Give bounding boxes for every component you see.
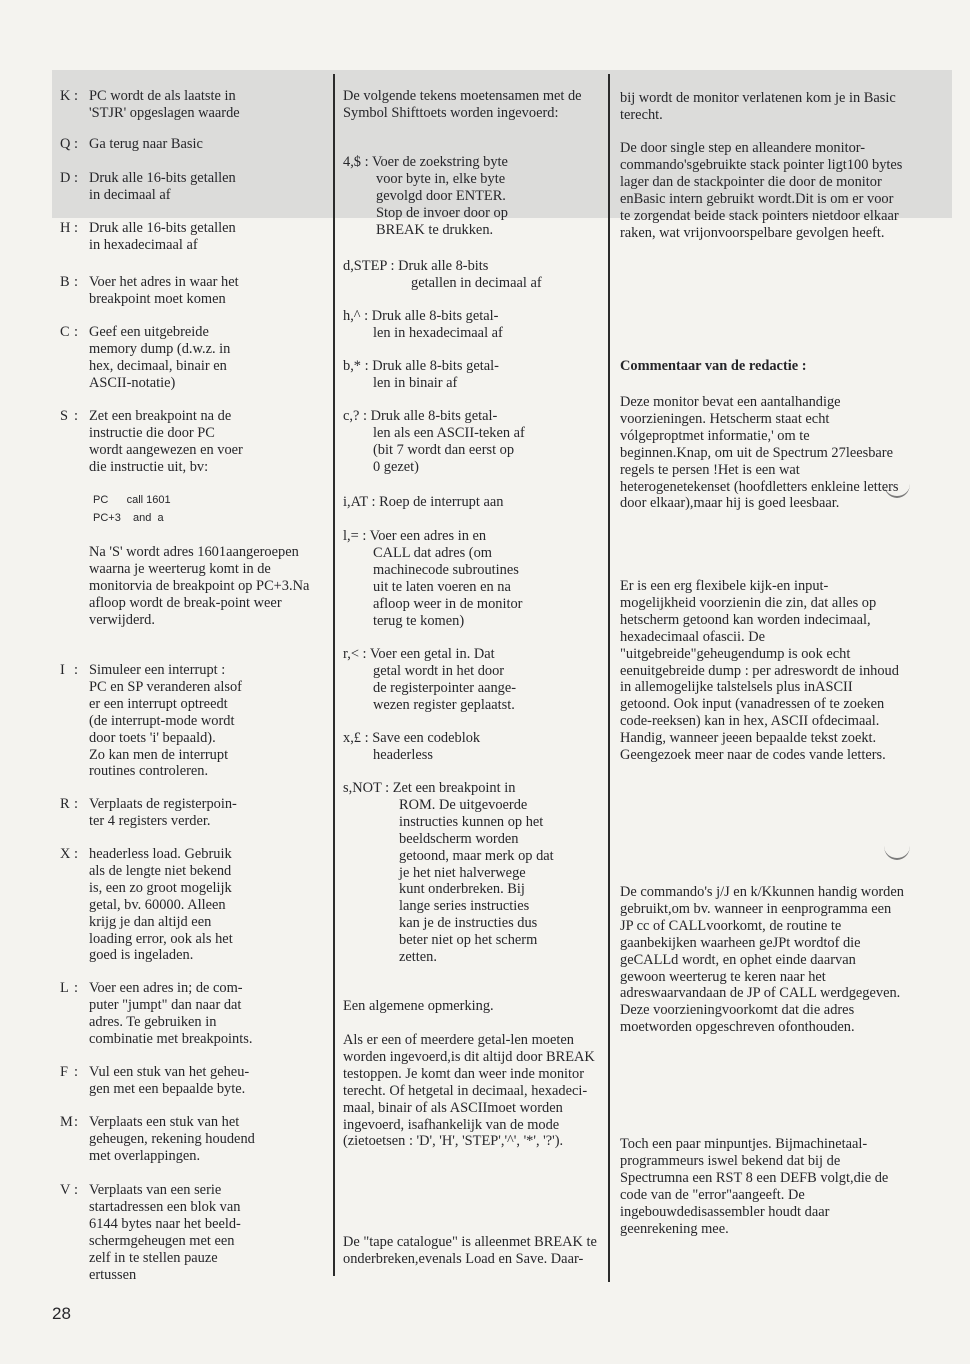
editorial-paragraph-2-line: scherm getoond kan worden in [637, 611, 816, 628]
stack-pointer-paragraph-line: De door single step en alle [620, 140, 774, 156]
key-separator: : [74, 274, 78, 290]
command-description-line: Verplaats van een serie [89, 1182, 222, 1198]
symbol-command-description: Voer een getal in. Dat [369, 646, 495, 662]
command-description-line: Vul een stuk van het geheu- [89, 1064, 250, 1080]
symbol-command-entry [343, 358, 605, 392]
key-separator: : [74, 136, 78, 152]
command-entry [60, 324, 328, 392]
command-description-line: door toets 'i' bepaald). [89, 729, 216, 746]
editorial-paragraph-2-line: wordt de inhoud in alle [620, 662, 899, 696]
symbol-command-first-line: 4,$ : Voer de zoekstring byte [343, 154, 508, 170]
command-key: X [60, 846, 71, 862]
binder-hole-bottom [884, 832, 910, 860]
symbol-shift-intro [343, 88, 605, 122]
editorial-paragraph-4-line: rekening mee. [647, 1220, 729, 1237]
editorial-paragraph-3-line: onthouden. [790, 1019, 855, 1036]
editorial-paragraph-2 [620, 578, 904, 764]
editorial-paragraph-4-line: die de code van de "error" [620, 1169, 889, 1203]
symbol-command-description-line: getal wordt in het door [373, 662, 505, 679]
editorial-paragraph-2-line: mogelijke talstelsels plus in [655, 679, 816, 696]
symbol-command-first-line: x,£ : Save een codeblok [343, 730, 481, 746]
tape-catalogue-paragraph-line: met BREAK te onderbreken, [343, 1234, 597, 1267]
symbol-command-first-line: i,AT : Roep de interrupt aan [343, 494, 504, 510]
break-paragraph-line: stoppen. Je komt dan weer in [353, 1065, 522, 1082]
editorial-paragraph-1-line: leesbare regels te persen ! [620, 444, 893, 478]
symbol-command-first-line: b,* : Druk alle 8-bits getal- [343, 358, 499, 374]
command-description-line: Geef een uitgebreide [89, 324, 209, 340]
symbol-command-description-line: len als een ASCII-teken af [373, 424, 525, 441]
symbol-command-description-line: kunt onderbreken. Bij [399, 881, 525, 898]
symbol-command-description: Roep de interrupt aan [379, 494, 504, 510]
symbol-command-description-line: uit te laten voeren en na [373, 578, 511, 595]
symbol-command-description-line: beeldscherm worden [399, 830, 519, 847]
editorial-paragraph-4-line: machinetaal-programmeurs is [620, 1136, 868, 1169]
symbol-command-description-line: lange series instructies [399, 898, 530, 915]
editorial-paragraph-3 [620, 884, 904, 1036]
break-paragraph-line: is dit altijd door BREAK te [343, 1048, 595, 1082]
break-paragraph-line: len moeten worden ingevoerd, [343, 1032, 574, 1065]
stack-pointer-paragraph-line: 100 bytes lager dan de stack [620, 156, 903, 190]
command-description-line: PC wordt de als laatste in [89, 88, 236, 104]
symbol-command-description-line: je het niet halverwege [399, 864, 526, 881]
command-description-line: Voer het adres in waar het [89, 274, 239, 290]
symbol-command-key: d,STEP [343, 258, 387, 274]
editorial-paragraph-3-line: om bv. wanneer in een [671, 900, 802, 917]
command-key: Q [60, 136, 71, 152]
command-entry [60, 170, 328, 204]
symbol-command-description-line: len in binair af [373, 374, 458, 391]
symbol-command-description-line: machinecode subroutines [373, 561, 519, 578]
command-description-line: routines controleren. [89, 763, 209, 780]
command-description-line: headerless load. Gebruik [89, 846, 232, 862]
stack-pointer-paragraph-line: andere monitor-commando's [620, 140, 866, 173]
code-example-line: PC+3 and a [93, 512, 164, 524]
command-description-line: ter 4 registers verder. [89, 812, 211, 829]
editorial-paragraph-2-line: Er is een erg flexibele kijk- [620, 578, 777, 594]
editorial-paragraph-4-line: Toch een paar minpuntjes. Bij [620, 1136, 793, 1152]
editorial-paragraph-1-line: kleine letters door elkaar), [620, 478, 899, 512]
command-key: L [60, 980, 69, 996]
stack-pointer-paragraph [620, 140, 904, 241]
command-description-line: 'STJR' opgeslagen waarde [89, 104, 240, 121]
symbol-command-entry [343, 308, 605, 342]
symbol-shift-intro-line: toets worden ingevoerd: [419, 104, 559, 121]
command-description-line: Zet een breakpoint na de [89, 408, 232, 424]
symbol-command-entry [343, 730, 605, 764]
editorial-paragraph-3-line: gegeven. Deze voorziening [620, 985, 901, 1019]
command-entry [60, 274, 328, 308]
s-command-note-line: via de breakpoint op PC+3. [134, 577, 293, 594]
editorial-paragraph-4-line: disassembler houdt daar geen [620, 1203, 830, 1237]
symbol-command-description: Voer een adres in en [369, 528, 487, 544]
editorial-paragraph-2-line: uitgebreide dump : per adres [639, 662, 805, 679]
command-description-line: goed is ingeladen. [89, 947, 194, 964]
symbol-command-description-line: Stop de invoer door op [376, 204, 508, 221]
command-key: I [60, 662, 65, 678]
editorial-paragraph-1-line: handige voorzieningen. Het [620, 394, 841, 427]
command-key: F [60, 1064, 69, 1080]
symbol-command-description: Druk alle 8-bits getal- [370, 408, 498, 424]
editorial-paragraph-2-line: in die zin, dat alles op het [620, 594, 877, 628]
command-description-line: hex, decimaal, binair en [89, 357, 227, 374]
command-entry [60, 1182, 328, 1283]
editorial-paragraph-1-line: Het is een wat heterogene [620, 461, 800, 495]
key-separator: : [74, 796, 78, 812]
editorial-paragraph-2-line: gezoek meer naar de codes van [650, 747, 830, 764]
stack-pointer-paragraph-line: dat beide stack pointers niet [672, 207, 834, 224]
symbol-command-entry [343, 494, 605, 511]
editorial-paragraph-2-line: decimaal. Handig, wanneer je [620, 713, 880, 747]
symbol-command-entry [343, 258, 605, 292]
command-description-line: Ga terug naar Basic [89, 136, 203, 152]
command-key: C [60, 324, 70, 340]
editorial-paragraph-2-line: adressen of te zoeken code- [620, 696, 885, 730]
symbol-command-description-line: getoond, maar merk op dat [399, 847, 554, 864]
symbol-command-description-line: kan je de instructies dus [399, 915, 538, 932]
symbol-command-description: Druk alle 8-bits [398, 258, 489, 274]
command-description-line: adres. Te gebruiken in [89, 1013, 217, 1030]
symbol-command-first-line: r,< : Voer een getal in. Dat [343, 646, 495, 662]
symbol-command-description: Druk alle 8-bits getal- [371, 308, 499, 324]
command-description-line: wordt aangewezen en voer [89, 441, 243, 458]
symbol-command-description-line: gevolgd door ENTER. [376, 187, 506, 204]
symbol-command-entry [343, 408, 605, 476]
command-entry [60, 1114, 328, 1165]
command-description-line: startadressen een blok van [89, 1198, 241, 1215]
editorial-paragraph-2-line: reeksen) kan in hex, ASCII of [651, 713, 824, 730]
command-description-line: Zo kan men de interrupt [89, 746, 229, 763]
symbol-command-description-line: instructies kunnen op het [399, 813, 544, 830]
editorial-paragraph-3-line: De commando's j/J en k/K [620, 884, 773, 900]
command-key: M [60, 1114, 73, 1130]
command-entry [60, 88, 328, 122]
editorial-paragraph-2-line: een bepaalde tekst zoekt. Geen [620, 730, 877, 764]
command-description-line: ertussen [89, 1266, 137, 1283]
column-divider-right [608, 74, 610, 1282]
editorial-paragraph-4-line: wel bekend dat bij de Spectrum [620, 1152, 841, 1186]
command-entry [60, 136, 328, 153]
command-key: H [60, 220, 71, 236]
monitor-exit-paragraph-line: bij wordt de monitor verlaten [620, 90, 789, 106]
code-example-line: PC call 1601 [93, 494, 171, 506]
symbol-command-description-line: wezen register geplaatst. [373, 696, 515, 713]
symbol-command-description: Druk alle 8-bits getal- [372, 358, 499, 374]
command-description-line: krijg je dan altijd een [89, 913, 212, 930]
command-description-line: Simuleer een interrupt : [89, 662, 226, 678]
command-description-line: met overlappingen. [89, 1147, 201, 1164]
symbol-command-description-line: CALL dat adres (om [373, 544, 492, 561]
command-description-line: memory dump (d.w.z. in [89, 340, 231, 357]
editorial-paragraph-1 [620, 394, 904, 512]
tape-catalogue-paragraph-line: De "tape catalogue" is alleen [343, 1234, 509, 1250]
symbol-command-key: l,= [343, 528, 359, 544]
symbol-command-key: c,? [343, 408, 360, 424]
command-description-line: Voer een adres in; de com- [89, 980, 243, 996]
s-command-note-line: terug komt in de monitor [89, 560, 271, 594]
key-separator: : [74, 846, 78, 862]
s-command-note [89, 544, 328, 629]
editorial-paragraph-2-line: en input-mogelijkheid voorzien [620, 578, 829, 611]
command-description-line: combinatie met breakpoints. [89, 1030, 253, 1047]
symbol-command-first-line: h,^ : Druk alle 8-bits getal- [343, 308, 499, 324]
command-entry [60, 980, 328, 1048]
command-entry [60, 220, 328, 254]
symbol-command-description-line: de registerpointer aange- [373, 679, 517, 696]
command-description-line: die instructie uit, bv: [89, 458, 209, 475]
command-description-line: loading error, ook als het [89, 930, 233, 947]
stack-pointer-paragraph-line: Basic intern gebruikt wordt. [633, 190, 796, 207]
column-divider-left [333, 74, 335, 1276]
command-key: B [60, 274, 70, 290]
tape-catalogue-paragraph [343, 1234, 605, 1268]
editorial-paragraph-1-line: Deze monitor bevat een aantal [620, 394, 795, 410]
command-description-line: PC en SP veranderen alsof [89, 678, 242, 695]
key-separator: : [74, 980, 78, 996]
key-separator: : [74, 324, 78, 340]
command-description-line: schermgeheugen met een [89, 1232, 235, 1249]
editorial-paragraph-2-line: ascii. De "uitgebreide" [620, 628, 766, 662]
command-description-line: (de interrupt-mode wordt [89, 712, 235, 729]
command-key: K [60, 88, 71, 104]
symbol-command-first-line: c,? : Druk alle 8-bits getal- [343, 408, 498, 424]
break-paragraph [343, 1032, 605, 1150]
symbol-command-description-line: terug te komen) [373, 612, 465, 629]
symbol-command-description-line: headerless [373, 746, 433, 763]
s-command-note-line: aangeroepen waarna je weer [89, 544, 299, 577]
tape-catalogue-paragraph-line: evenals Load en Save. Daar- [418, 1250, 584, 1267]
symbol-command-key: r,< [343, 646, 359, 662]
symbol-command-description-line: ROM. De uitgevoerde [399, 796, 528, 813]
command-key: R [60, 796, 70, 812]
symbol-command-key: b,* [343, 358, 361, 374]
editorial-paragraph-3-line: programma een JP cc of CALL [620, 900, 892, 934]
editorial-paragraph-2-line: de letters. [829, 747, 886, 764]
editorial-paragraph-2-line: decimaal, hexadecimaal of [620, 611, 871, 645]
editorial-heading: Commentaar van de redactie : [620, 358, 807, 374]
key-separator: : [74, 88, 78, 104]
symbol-command-entry [343, 646, 605, 714]
command-description-line: breakpoint moet komen [89, 290, 226, 307]
symbol-command-description-line: beter niet op het scherm [399, 932, 538, 949]
editorial-paragraph-4 [620, 1136, 904, 1237]
symbol-shift-intro-line: De volgende tekens moeten [343, 88, 503, 104]
command-description-line: in decimaal af [89, 186, 171, 203]
key-separator: : [74, 1064, 78, 1080]
command-entry [60, 796, 328, 830]
stack-pointer-paragraph-line: gebruikte stack pointer ligt [692, 156, 847, 173]
editorial-paragraph-1-line: maar hij is goed leesbaar. [693, 495, 840, 512]
symbol-command-entry [343, 154, 605, 239]
editorial-paragraph-3-line: voorkomt dat die adres moet [620, 1002, 855, 1036]
symbol-command-description-line: (bit 7 wordt dan eerst op [373, 441, 515, 458]
command-key: V [60, 1182, 71, 1198]
break-paragraph-line: de monitor terecht. Of het [343, 1065, 584, 1099]
command-entry [60, 408, 328, 476]
key-separator: : [74, 1114, 78, 1130]
command-entry [60, 1064, 328, 1098]
command-description-line: getal, bv. 60000. Alleen [89, 896, 226, 913]
symbol-command-entry [343, 780, 605, 966]
command-description-line: Verplaats de registerpoin- [89, 796, 237, 812]
command-description-line: er een interrupt optreedt [89, 695, 228, 712]
key-separator: : [74, 1182, 78, 1198]
symbol-shift-intro-line: samen met de Symbol Shift [343, 88, 582, 121]
symbol-command-first-line: s,NOT : Zet een breakpoint in [343, 780, 516, 796]
symbol-command-first-line: d,STEP : Druk alle 8-bits [343, 258, 489, 274]
editorial-paragraph-2-line: geheugendump is ook echt een [620, 645, 851, 679]
stack-pointer-paragraph-line: onvoorspelbare gevolgen heeft. [703, 224, 885, 241]
general-remark-line: Een algemene opmerking. [343, 998, 494, 1014]
s-command-note-line: Na afloop wordt de break- [89, 577, 310, 611]
break-paragraph-line: moet worden ingevoerd, is [343, 1099, 563, 1133]
editorial-paragraph-3-line: bekijken waarheen geJPt wordt [647, 934, 828, 951]
command-entry [60, 846, 328, 964]
editorial-paragraph-1-line: scherm staat echt vólgepropt [620, 410, 830, 444]
monitor-exit-paragraph-line: en kom je in Basic terecht. [620, 90, 896, 123]
symbol-command-first-line: l,= : Voer een adres in en [343, 528, 487, 544]
command-description-line: zelf in te stellen pauze [89, 1249, 218, 1266]
symbol-command-description: Zet een breakpoint in [392, 780, 516, 796]
symbol-command-key: s,NOT [343, 780, 382, 796]
stack-pointer-paragraph-line: Dit is om er voor te zorgen [620, 190, 894, 224]
key-separator: : [74, 408, 78, 424]
break-paragraph-line: maal, binair of als ASCII [343, 1099, 488, 1116]
command-description-line: 6144 bytes naar het beeld- [89, 1215, 241, 1232]
command-description-line: Verplaats een stuk van het [89, 1114, 240, 1130]
editorial-paragraph-3-line: terug te keren naar het adres [620, 968, 826, 1002]
symbol-command-description-line: BREAK te drukken. [376, 221, 494, 238]
editorial-paragraph-1-line: Knap, om uit de Spectrum 27 [676, 444, 846, 461]
key-separator: : [74, 662, 78, 678]
s-command-note-line: point weer verwijderd. [89, 594, 282, 628]
editorial-paragraph-1-line: met informatie,' om te beginnen. [620, 427, 810, 461]
page-number: 28 [52, 1304, 71, 1323]
break-paragraph-line: afhankelijk van de mode (zie [343, 1116, 560, 1150]
symbol-command-description-line: voor byte in, elke byte [376, 170, 506, 187]
command-description-line: puter "jumpt" dan naar dat [89, 996, 242, 1013]
symbol-command-description-line: afloop weer in de monitor [373, 595, 523, 612]
symbol-command-key: x,£ [343, 730, 361, 746]
editorial-paragraph-3-line: voorkomt, de routine te gaan [620, 917, 842, 951]
s-command-note-line: Na 'S' wordt adres 1601 [89, 544, 227, 560]
stack-pointer-paragraph-line: door elkaar raken, wat vrij [620, 207, 899, 241]
command-description-line: gen met een bepaalde byte. [89, 1080, 246, 1097]
symbol-command-description-line: getallen in decimaal af [411, 274, 542, 291]
command-key: S [60, 408, 69, 424]
symbol-command-description: Voer de zoekstring byte [371, 154, 508, 170]
command-description-line: geheugen, rekening houdend [89, 1130, 255, 1147]
command-description-line: Druk alle 16-bits getallen [89, 220, 236, 236]
general-remark [343, 998, 605, 1015]
command-description-line: Druk alle 16-bits getallen [89, 170, 236, 186]
command-entry [60, 662, 328, 780]
editorial-paragraph-4-line: na een RST 8 een DEFB volgt, [675, 1169, 854, 1186]
command-description-line: is, een zo groot mogelijk [89, 879, 232, 896]
break-paragraph-line: Als er een of meerdere getal- [343, 1032, 511, 1048]
editorial-paragraph-3-line: het einde daarvan gewoon weer [620, 951, 856, 985]
command-description-line: instructie die door PC [89, 424, 215, 441]
break-paragraph-line: '^', '*', '?'). [504, 1133, 564, 1150]
command-key: D [60, 170, 71, 186]
symbol-command-description-line: 0 gezet) [373, 458, 419, 475]
symbol-command-key: 4,$ [343, 154, 361, 170]
stack-pointer-paragraph-line: pointer die door de monitor en [620, 173, 882, 207]
editorial-paragraph-3-line: worden opgeschreven of [648, 1019, 791, 1036]
monitor-exit-paragraph [620, 90, 904, 124]
editorial-paragraph-3-line: of die geCALLd wordt, en op [620, 934, 861, 968]
symbol-command-entry [343, 528, 605, 629]
command-description-line: ASCII-notatie) [89, 374, 176, 391]
editorial-paragraph-2-line: ASCII getoond. Ook input (van [620, 679, 853, 713]
command-description-line: als de lengte niet bekend [89, 862, 232, 879]
break-paragraph-line: getal in decimaal, hexadeci- [425, 1082, 588, 1099]
editorial-paragraph-4-line: aangeeft. De ingebouwde [620, 1186, 805, 1220]
break-paragraph-line: toetsen : 'D', 'H', 'STEP', [364, 1133, 505, 1150]
symbol-command-key: h,^ [343, 308, 361, 324]
symbol-command-description: Save een codeblok [372, 730, 481, 746]
symbol-command-description-line: len in hexadecimaal af [373, 324, 503, 341]
symbol-command-description-line: zetten. [399, 949, 437, 966]
editorial-paragraph-3-line: kunnen handig worden gebruikt, [620, 884, 904, 917]
key-separator: : [74, 220, 78, 236]
editorial-paragraph-1-line: tekenset (hoofdletters en [683, 478, 825, 495]
editorial-paragraph-3-line: waarvandaan de JP of CALL werd [650, 985, 849, 1002]
command-description-line: in hexadecimaal af [89, 236, 198, 253]
symbol-command-key: i,AT [343, 494, 368, 510]
key-separator: : [74, 170, 78, 186]
